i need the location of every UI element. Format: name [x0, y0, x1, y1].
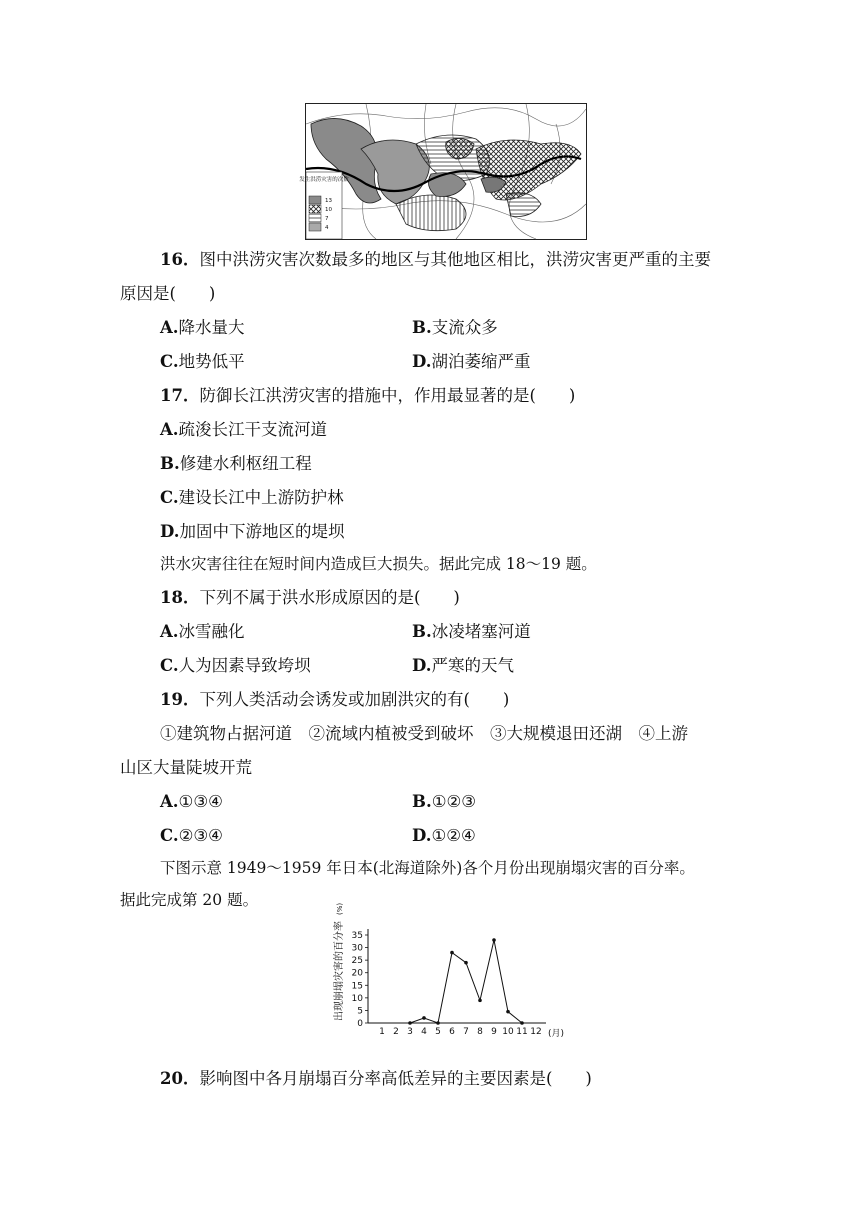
chart-y-tick-label: 15 — [351, 981, 363, 992]
q19-option-d[interactable]: D.①②④ — [412, 826, 476, 845]
intro-20-line-1: 下图示意 1949～1959 年日本(北海道除外)各个月份出现崩塌灾害的百分率。 — [160, 859, 695, 877]
map-legend-item: 13 — [325, 198, 332, 204]
chart-x-tick-label: 11 — [516, 1027, 528, 1037]
q16-stem: 图中洪涝灾害次数最多的地区与其他地区相比，洪涝灾害更严重的主要 — [199, 250, 711, 269]
map-legend-item: 7 — [325, 216, 329, 222]
chart-x-tick-label: 7 — [463, 1027, 469, 1037]
q17-option-c[interactable]: C.建设长江中上游防护林 — [160, 488, 344, 507]
q20-stem-line — [160, 1068, 592, 1090]
map-legend-title: 发生洪涝灾害的次数 — [299, 177, 349, 183]
chart-data-point — [506, 1010, 510, 1014]
chart-y-tick-label: 30 — [351, 943, 363, 954]
flood-map — [299, 104, 586, 239]
chart-y-tick-label: 10 — [351, 993, 363, 1004]
q17-option-d[interactable]: D.加固中下游地区的堤坝 — [160, 522, 345, 541]
q17-number: 17． — [160, 386, 200, 405]
chart-ylabel: 出现崩塌灾害的百分率 — [334, 921, 345, 1021]
chart-data-point — [492, 938, 496, 942]
q17-option-b[interactable]: B.修建水利枢纽工程 — [160, 454, 312, 473]
q16-stem-line-1 — [160, 249, 711, 271]
q19-option-c[interactable]: C.②③④ — [160, 826, 223, 845]
flood-map-figure — [299, 103, 587, 240]
q19-items-line-2: 山区大量陡坡开荒 — [120, 758, 252, 777]
chart-y-tick-label: 35 — [351, 931, 363, 941]
chart-x-tick-label: 5 — [435, 1027, 441, 1037]
intro-20-line-2: 据此完成第 20 题。 — [120, 891, 259, 909]
chart-data-point — [422, 1016, 426, 1020]
chart-data-point — [450, 951, 454, 955]
q18-option-b[interactable]: B.冰凌堵塞河道 — [412, 622, 531, 641]
chart-y-tick-label: 20 — [351, 968, 363, 979]
chart-x-tick-label: 10 — [502, 1027, 514, 1037]
map-legend-item: 10 — [325, 207, 332, 213]
chart-series-line — [410, 940, 522, 1023]
q16-option-b[interactable]: B.支流众多 — [412, 318, 498, 337]
chart-data-point — [436, 1021, 440, 1025]
intro-18-19: 洪水灾害往往在短时间内造成巨大损失。据此完成 18～19 题。 — [160, 555, 597, 573]
q16-option-d[interactable]: D.湖泊萎缩严重 — [412, 352, 531, 371]
q19-option-b[interactable]: B.①②③ — [412, 792, 477, 811]
chart-y-tick-label: 0 — [357, 1019, 363, 1029]
q18-option-d[interactable]: D.严寒的天气 — [412, 656, 514, 675]
chart-x-tick-label: 9 — [491, 1027, 497, 1037]
chart-x-tick-label: 1 — [379, 1027, 385, 1037]
chart-data-point — [464, 961, 468, 965]
q19-number: 19． — [160, 690, 200, 709]
chart-yunit: (%) — [336, 902, 344, 915]
q19-stem: 下列人类活动会诱发或加剧洪灾的有( ) — [199, 690, 510, 709]
q17-stem-line — [160, 385, 575, 407]
q20-number: 20． — [160, 1069, 200, 1088]
chart-x-tick-label: 2 — [393, 1027, 399, 1037]
chart-x-tick-label: 4 — [421, 1027, 427, 1037]
chart-x-tick-label: 12 — [530, 1027, 542, 1037]
chart-y-tick-label: 25 — [351, 956, 363, 967]
chart-data-point — [478, 999, 482, 1003]
q19-stem-line — [160, 689, 509, 711]
q19-items-line-1: ①建筑物占据河道 ②流域内植被受到破坏 ③大规模退田还湖 ④上游 — [160, 724, 688, 743]
chart-xlabel: (月) — [548, 1029, 565, 1039]
chart-y-tick-label: 5 — [357, 1006, 363, 1017]
q20-stem: 影响图中各月崩塌百分率高低差异的主要因素是( ) — [199, 1069, 592, 1088]
chart-data-point — [520, 1021, 524, 1025]
q16-option-c[interactable]: C.地势低平 — [160, 352, 245, 371]
q18-stem-line — [160, 587, 460, 609]
landslide-chart-svg — [330, 902, 570, 1056]
q19-option-a[interactable]: A.①③④ — [160, 792, 223, 811]
q18-number: 18． — [160, 588, 200, 607]
chart-x-tick-label: 8 — [477, 1027, 483, 1037]
q16-option-a[interactable]: A.降水量大 — [160, 318, 245, 337]
q18-option-c[interactable]: C.人为因素导致垮坝 — [160, 656, 311, 675]
chart-data-point — [408, 1021, 412, 1025]
q18-option-a[interactable]: A.冰雪融化 — [160, 622, 245, 641]
map-legend-item: 4 — [325, 225, 329, 231]
q16-stem-line-2: 原因是( ) — [120, 284, 216, 303]
q18-stem: 下列不属于洪水形成原因的是( ) — [199, 588, 460, 607]
q17-stem: 防御长江洪涝灾害的措施中，作用最显著的是( ) — [199, 386, 576, 405]
landslide-chart — [330, 902, 570, 1056]
chart-x-tick-label: 6 — [449, 1027, 455, 1037]
chart-x-tick-label: 3 — [407, 1027, 413, 1037]
q17-option-a[interactable]: A.疏浚长江干支流河道 — [160, 420, 328, 439]
q16-number: 16． — [160, 250, 200, 269]
